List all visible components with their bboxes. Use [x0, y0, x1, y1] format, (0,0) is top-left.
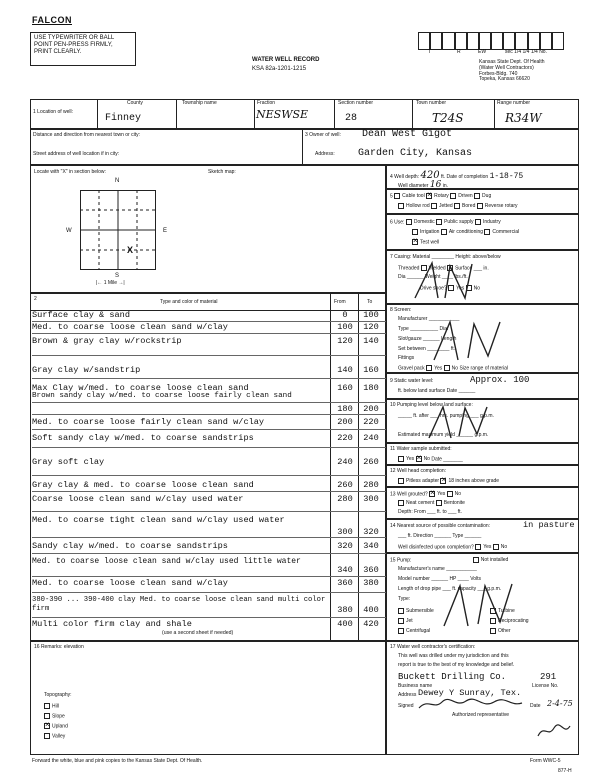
cert-address-label: Address	[398, 692, 417, 698]
grout-bentonite[interactable]: Bentonite	[436, 500, 465, 506]
row-to: 120	[363, 322, 379, 332]
static-water-label: 9 Static water level:	[390, 378, 434, 384]
county-label: County	[127, 100, 143, 106]
grid-label-ew: EW	[478, 49, 487, 55]
pump-submersible[interactable]: Submersible	[398, 606, 434, 616]
row-to: 140	[363, 336, 379, 346]
license-label: License No.	[532, 683, 559, 689]
use-line-1: 6 Use: Domestic Public supply Industry	[390, 219, 501, 226]
disinfected-no[interactable]: No	[493, 544, 507, 550]
well-head-label: 12 Well head completion:	[390, 468, 447, 474]
compass-w: W	[66, 228, 72, 234]
water-sample-opts: Yes × No Date _______	[398, 456, 463, 463]
screen-na-scribble	[430, 318, 510, 364]
row-material: Med. to coarse loose clean sand w/clay	[32, 322, 228, 332]
row-from: 220	[337, 433, 353, 443]
form-title: WATER WELL RECORD	[252, 57, 320, 63]
row-material: Surface clay & sand	[32, 310, 130, 320]
compass-n: N	[115, 178, 120, 184]
screen-set: Set between ________ ft.	[398, 346, 456, 352]
town-label: Town number	[416, 100, 447, 106]
row-material: Sandy clay w/med. to coarse sandstrips	[32, 541, 228, 551]
pump-type-label: Type:	[398, 596, 411, 602]
row-material: Med. to coarse loose fairly clean sand w/clay	[32, 417, 265, 427]
row-from: 200	[337, 417, 353, 427]
row-to: 100	[363, 310, 379, 320]
opt-jetted[interactable]: Jetted	[431, 203, 453, 209]
opt-dug[interactable]: Dug	[474, 193, 491, 199]
opt-hollow-rod[interactable]: Hollow rod	[398, 203, 430, 209]
row-from: 160	[337, 383, 353, 393]
opt-rotary[interactable]: × Rotary	[426, 193, 449, 199]
cert-date[interactable]: 2-4-75	[547, 699, 573, 708]
street-label: Street address of well location if in city:	[33, 151, 120, 157]
remarks-label: 16 Remarks: elevation	[34, 644, 84, 650]
screen-slot: Slot/gauze ______ Length	[398, 336, 457, 342]
pump-na-scribble	[440, 580, 520, 630]
pitless-adapter[interactable]: Pitless adapter	[398, 478, 439, 484]
location-code-grid	[418, 32, 564, 50]
pump-line: 15 Pump: Not installed	[390, 557, 509, 564]
screen-gravel: Gravel pack Yes No Size range of material	[398, 365, 509, 372]
static-water-value[interactable]: Approx. 100	[470, 375, 530, 385]
pump-centrifugal[interactable]: Centrifugal	[398, 626, 434, 636]
water-sample-label: 11 Water sample submitted:	[390, 446, 452, 452]
pump-jet[interactable]: Jet	[398, 616, 434, 626]
row-material: Soft sandy clay w/med. to coarse sandstrips	[32, 433, 254, 443]
row-from: 380	[337, 605, 353, 615]
row-from: 360	[337, 578, 353, 588]
use-air-conditioning[interactable]: Air conditioning	[441, 229, 483, 235]
row-material: Gray clay & med. to coarse loose clean sand	[32, 480, 254, 490]
remarks-panel	[30, 641, 386, 755]
fraction-value[interactable]: NESWSE	[256, 108, 309, 121]
pump-model: Model number ______ HP ____ Volts	[398, 576, 482, 582]
opt-driven[interactable]: Driven	[450, 193, 472, 199]
grout-depth-line: Depth: From ___ ft. to ___ ft.	[398, 509, 462, 515]
row-to: 360	[363, 565, 379, 575]
compass-e: E	[163, 228, 168, 234]
col-material: Type and color of material	[160, 299, 218, 305]
pumping-line-2: Estimated maximum yield ______ g.p.m.	[398, 432, 489, 438]
row-from: 120	[337, 336, 353, 346]
topography-upland[interactable]: ×Upland	[44, 723, 68, 730]
use-irrigation[interactable]: Irrigation	[412, 229, 439, 235]
completion-date[interactable]: 1-18-75	[489, 172, 524, 181]
pump-length: Length of drop pipe ___ ft. capacity ___ g.p.m.	[398, 586, 502, 592]
town-value[interactable]: T24S	[432, 111, 464, 125]
section-grid[interactable]	[80, 190, 156, 270]
range-label: Range number	[497, 100, 531, 106]
pump-other[interactable]: Other	[490, 626, 529, 636]
row-material: Multi color firm clay and shale	[32, 619, 192, 629]
footer-note: Forward the white, blue and pink copies to the Kansas State Dept. Of Health.	[32, 758, 203, 764]
locate-label: Locate with "X" in section below:	[34, 169, 106, 175]
well-head-opts	[398, 478, 499, 485]
topography-hill[interactable]: Hill	[44, 703, 59, 710]
row-material: Med. to coarse loose clean sand w/clay	[32, 578, 228, 588]
row-from: 100	[337, 322, 353, 332]
row-from: 340	[337, 565, 353, 575]
form-number: Form WWC-5	[530, 758, 561, 764]
row-to: 200	[363, 404, 379, 414]
row-to: 280	[363, 480, 379, 490]
log-section-num: 2	[34, 296, 37, 302]
col-to: To	[367, 299, 373, 305]
pumping-na-scribble	[425, 404, 495, 440]
sketch-label: Sketch map:	[208, 169, 236, 175]
well-depth-value[interactable]: 420	[420, 170, 440, 181]
casing-line-2: Threaded Welded Surface ___ in.	[398, 265, 489, 272]
screen-label: 8 Screen:	[390, 307, 412, 313]
row-to: 340	[363, 541, 379, 551]
row-to: 260	[363, 457, 379, 467]
row-material: Brown & gray clay w/rockstrip	[32, 336, 182, 346]
address-value[interactable]: Garden City, Kansas	[358, 148, 473, 159]
row-to: 180	[363, 383, 379, 393]
contamination-line-2: ___ ft. Direction ______ Type ______	[398, 533, 482, 539]
row-from: 140	[337, 365, 353, 375]
screen-type: Type __________ Dia.	[398, 326, 449, 332]
statute: KSA 82a-1201-1215	[252, 66, 307, 72]
pump-turbine[interactable]: Turbine	[490, 606, 529, 616]
use-test-well[interactable]: ×Test well	[412, 239, 439, 246]
grout-type-line	[398, 500, 465, 507]
section-label: Section number	[338, 100, 374, 106]
agency: Kansas State Dept. Of Health (Water Well Contractors) Forbes-Bldg. 740 Topeka, Kansas 66620	[479, 59, 545, 83]
grid-label-r: R	[457, 49, 461, 55]
static-water-below: ft. below land surface Date ______	[398, 388, 476, 394]
compass-s: S	[115, 273, 120, 279]
row-from: 260	[337, 480, 353, 490]
grid-label-t: T	[428, 49, 432, 55]
cert-label: 17 Water well contractor's certification:	[390, 644, 476, 650]
fraction-label: Fraction	[257, 100, 276, 106]
row-to: 160	[363, 365, 379, 375]
row-to: 220	[363, 417, 379, 427]
use-public-supply[interactable]: Public supply	[436, 219, 473, 225]
water-sample-yes[interactable]: Yes	[398, 456, 414, 462]
license-no[interactable]: 291	[540, 672, 557, 682]
topography-label: Topography:	[44, 692, 72, 698]
initials-mark	[536, 722, 572, 740]
cert-text-1: This well was drilled under my jurisdiction and this	[398, 653, 509, 659]
second-sheet-note: (use a second sheet if needed)	[162, 630, 234, 636]
logo: FALCON	[32, 15, 72, 25]
grouted-no[interactable]: No	[447, 491, 461, 497]
row-from: 400	[337, 619, 353, 629]
row-from: 240	[337, 457, 353, 467]
cert-address[interactable]: Dewey Y Sunray, Tex.	[418, 688, 522, 698]
col-from: From	[334, 299, 346, 305]
distance-label: Distance and direction from nearest town or city:	[33, 132, 140, 138]
drill-method: 5 Cable tool × Rotary Driven Dug	[390, 193, 576, 200]
pump-manufacturer: Manufacturer's name ___________	[398, 566, 477, 572]
screen-manufacturer: Manufacturer ___________	[398, 316, 460, 322]
grouted-line: 13 Well grouted? × Yes No	[390, 491, 461, 498]
well-diameter-line: Well diameter 16 in.	[398, 180, 448, 190]
range-value[interactable]: R34W	[505, 111, 542, 125]
row-material: Brown sandy clay w/med. to coarse loose fairly clean sand	[32, 392, 292, 400]
row-from: 180	[337, 404, 353, 414]
row-to: 300	[363, 494, 379, 504]
opt-reverse-rotary[interactable]: Reverse rotary	[477, 203, 518, 209]
grout-neat-cement[interactable]: Neat cement	[398, 500, 434, 506]
row-from: 320	[337, 541, 353, 551]
pump-not-installed[interactable]: Not installed	[473, 557, 509, 563]
authorized-rep: Authorized representative	[452, 712, 509, 718]
row-to: 240	[363, 433, 379, 443]
contamination-value[interactable]: in pasture	[523, 520, 575, 530]
location-label: 1 Location of well:	[33, 109, 74, 115]
row-material: Gray soft clay	[32, 457, 105, 467]
business-label: Business name	[398, 683, 433, 689]
row-material: Med. to coarse loose clean sand w/clay used little water	[32, 557, 301, 566]
owner-value[interactable]: Dean West Gigot	[362, 129, 453, 140]
owner-label: 3 Owner of well:	[305, 132, 341, 138]
row-from: 300	[337, 527, 353, 537]
row-to: 400	[363, 605, 379, 615]
row-material: 380-390 ... 390-400 clay Med. to coarse loose clean sand multi color firm	[32, 596, 326, 613]
form-code: 877-H	[558, 768, 572, 774]
topography-slope[interactable]: Slope	[44, 713, 65, 720]
signature[interactable]	[416, 696, 526, 712]
opt-cable-tool[interactable]: Cable tool	[394, 193, 425, 199]
use-industry[interactable]: Industry	[475, 219, 501, 225]
contamination-label: 14 Nearest source of possible contamination:	[390, 523, 491, 529]
well-depth-line: 4 Well depth: 420 ft. Date of completion 1-18-75	[390, 170, 524, 181]
use-domestic[interactable]: Domestic	[406, 219, 435, 225]
grouted-yes[interactable]: × Yes	[429, 491, 445, 497]
row-from: 280	[337, 494, 353, 504]
row-to: 420	[363, 619, 379, 629]
pump-type-col1	[398, 606, 434, 636]
row-material: Med. to coarse tight clean sand w/clay used water	[32, 515, 285, 525]
row-material: Gray clay w/sandstrip	[32, 365, 141, 375]
disinfected-yes[interactable]: Yes	[475, 544, 491, 550]
use-commercial[interactable]: Commercial	[484, 229, 519, 235]
grid-label-sec: sec 1/4 1/4 1/4 No.	[505, 49, 547, 55]
disinfected-line: Well disinfected upon completion? Yes No	[398, 544, 508, 551]
screen-fittings: Fittings	[398, 355, 415, 361]
mile-label: |← 1 Mile →|	[96, 280, 125, 286]
above-grade[interactable]: × 18 inches above grade	[440, 478, 499, 484]
drill-method-2	[398, 203, 578, 210]
topography-valley[interactable]: Valley	[44, 733, 65, 740]
well-diameter-value[interactable]: 16	[429, 180, 442, 190]
pump-reciprocating[interactable]: Reciprocating	[490, 616, 529, 626]
instructions-box: USE TYPEWRITER OR BALL POINT PEN-PRESS FIRMLY, PRINT CLEARLY.	[30, 32, 136, 66]
row-to: 380	[363, 578, 379, 588]
signed-label: Signed	[398, 703, 414, 709]
water-sample-no[interactable]: × No	[416, 456, 430, 462]
pumping-level-label: 10 Pumping level below land surface:	[390, 402, 473, 408]
address-label: Address:	[315, 151, 335, 157]
cert-date-label: Date	[530, 703, 541, 709]
business-name[interactable]: Buckett Drilling Co.	[398, 672, 507, 682]
casing-na-scribble	[410, 258, 480, 302]
township-label: Township name	[182, 100, 217, 106]
casing-line-3: Dia ______ Weight ____ lbs./ft.	[398, 274, 468, 280]
section-value[interactable]: 28	[345, 113, 358, 124]
cert-text-2: report is true to the best of my knowledge and belief.	[398, 662, 515, 668]
location-x-mark: X	[127, 245, 134, 255]
opt-bored[interactable]: Bored	[454, 203, 475, 209]
row-material: Coarse loose clean sand w/clay used water	[32, 494, 244, 504]
use-line-2	[412, 229, 519, 236]
casing-line-4: Drive shoe? Yes No	[420, 285, 481, 292]
row-from: 0	[342, 310, 348, 320]
row-material: Max Clay w/med. to coarse loose clean sand	[32, 383, 249, 393]
casing-line-1: 7 Casing: Material ________ Height: above/below	[390, 254, 501, 260]
pumping-line-1: _____ ft. after ___ hrs. pumping ___ g.p.m.	[398, 413, 494, 419]
county-value[interactable]: Finney	[105, 113, 142, 124]
row-to: 320	[363, 527, 379, 537]
